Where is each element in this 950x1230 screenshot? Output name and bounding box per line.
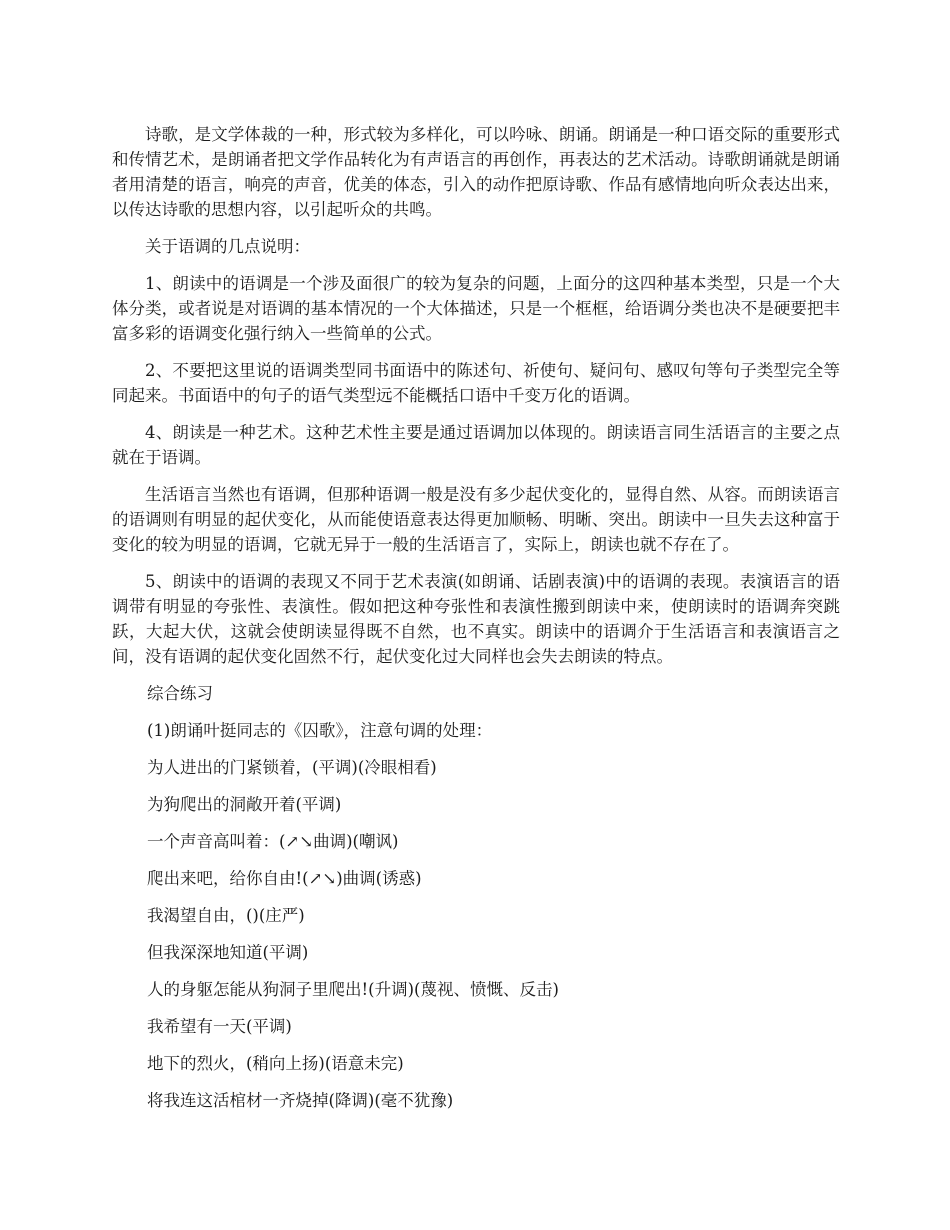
poem-line: 地下的烈火，(稍向上扬)(语意未完): [147, 1054, 404, 1073]
poem-line: 为狗爬出的洞敞开着(平调): [147, 795, 342, 814]
poem-line: 我希望有一天(平调): [147, 1017, 292, 1036]
document-page: [112, 122, 840, 1125]
note-paragraph-5: 5、朗读中的语调的表现又不同于艺术表演(如朗诵、话剧表演)中的语调的表现。表演语言的语调带有明显的夸张性、表演性。假如把这种夸张性和表演性搬到朗读中来，使朗读时的语调奔突跳跃，大起大伏，这就会使朗读显得既不自然，也不真实。朗读中的语调介于生活语言和表演语言之间，没有语调的起伏变化固然不行，起伏变化过大同样也会失去朗读的特点。: [112, 572, 840, 666]
note-paragraph-life-language: 生活语言当然也有语调，但那种语调一般是没有多少起伏变化的，显得自然、从容。而朗读语言的语调则有明显的起伏变化，从而能使语意表达得更加顺畅、明晰、突出。朗读中一旦失去这种富于变化的较为明显的语调，它就无异于一般的生活语言了，实际上，朗读也就不存在了。: [112, 485, 840, 554]
note-paragraph-1: 1、朗读中的语调是一个涉及面很广的较为复杂的问题，上面分的这四种基本类型，只是一个大体分类，或者说是对语调的基本情况的一个大体描述，只是一个框框，给语调分类也决不是硬要把丰富多彩的语调变化强行纳入一些简单的公式。: [112, 274, 840, 343]
poem-line: 但我深深地知道(平调): [147, 943, 309, 962]
section-heading-intonation-notes: 关于语调的几点说明：: [145, 237, 310, 256]
note-paragraph-4: 4、朗读是一种艺术。这种艺术性主要是通过语调加以体现的。朗读语言同生活语言的主要之点就在于语调。: [112, 423, 840, 467]
note-paragraph-2: 2、不要把这里说的语调类型同书面语中的陈述句、祈使句、疑问句、感叹句等句子类型完全等同起来。书面语中的句子的语气类型远不能概括口语中千变万化的语调。: [112, 361, 840, 405]
poem-line: 爬出来吧，给你自由!(↗↘)曲调(诱惑): [147, 869, 422, 888]
poem-line: 我渴望自由，()(庄严): [147, 906, 305, 925]
poem-line: 为人进出的门紧锁着，(平调)(冷眼相看): [147, 758, 437, 777]
poem-line: 将我连这活棺材一齐烧掉(降调)(毫不犹豫): [147, 1091, 454, 1110]
exercise-heading: 综合练习: [147, 684, 213, 703]
poem-line: 人的身躯怎能从狗洞子里爬出!(升调)(蔑视、愤慨、反击): [147, 980, 559, 999]
exercise-instruction: (1)朗诵叶挺同志的《囚歌》，注意句调的处理：: [147, 721, 493, 740]
intro-paragraph: 诗歌，是文学体裁的一种，形式较为多样化，可以吟咏、朗诵。朗诵是一种口语交际的重要形式和传情艺术，是朗诵者把文学作品转化为有声语言的再创作，再表达的艺术活动。诗歌朗诵就是朗诵者用清楚的语言，响亮的声音，优美的体态，引入的动作把原诗歌、作品有感情地向听众表达出来，以传达诗歌的思想内容，以引起听众的共鸣。: [112, 125, 840, 219]
poem-line: 一个声音高叫着：(↗↘曲调)(嘲讽): [147, 832, 399, 851]
